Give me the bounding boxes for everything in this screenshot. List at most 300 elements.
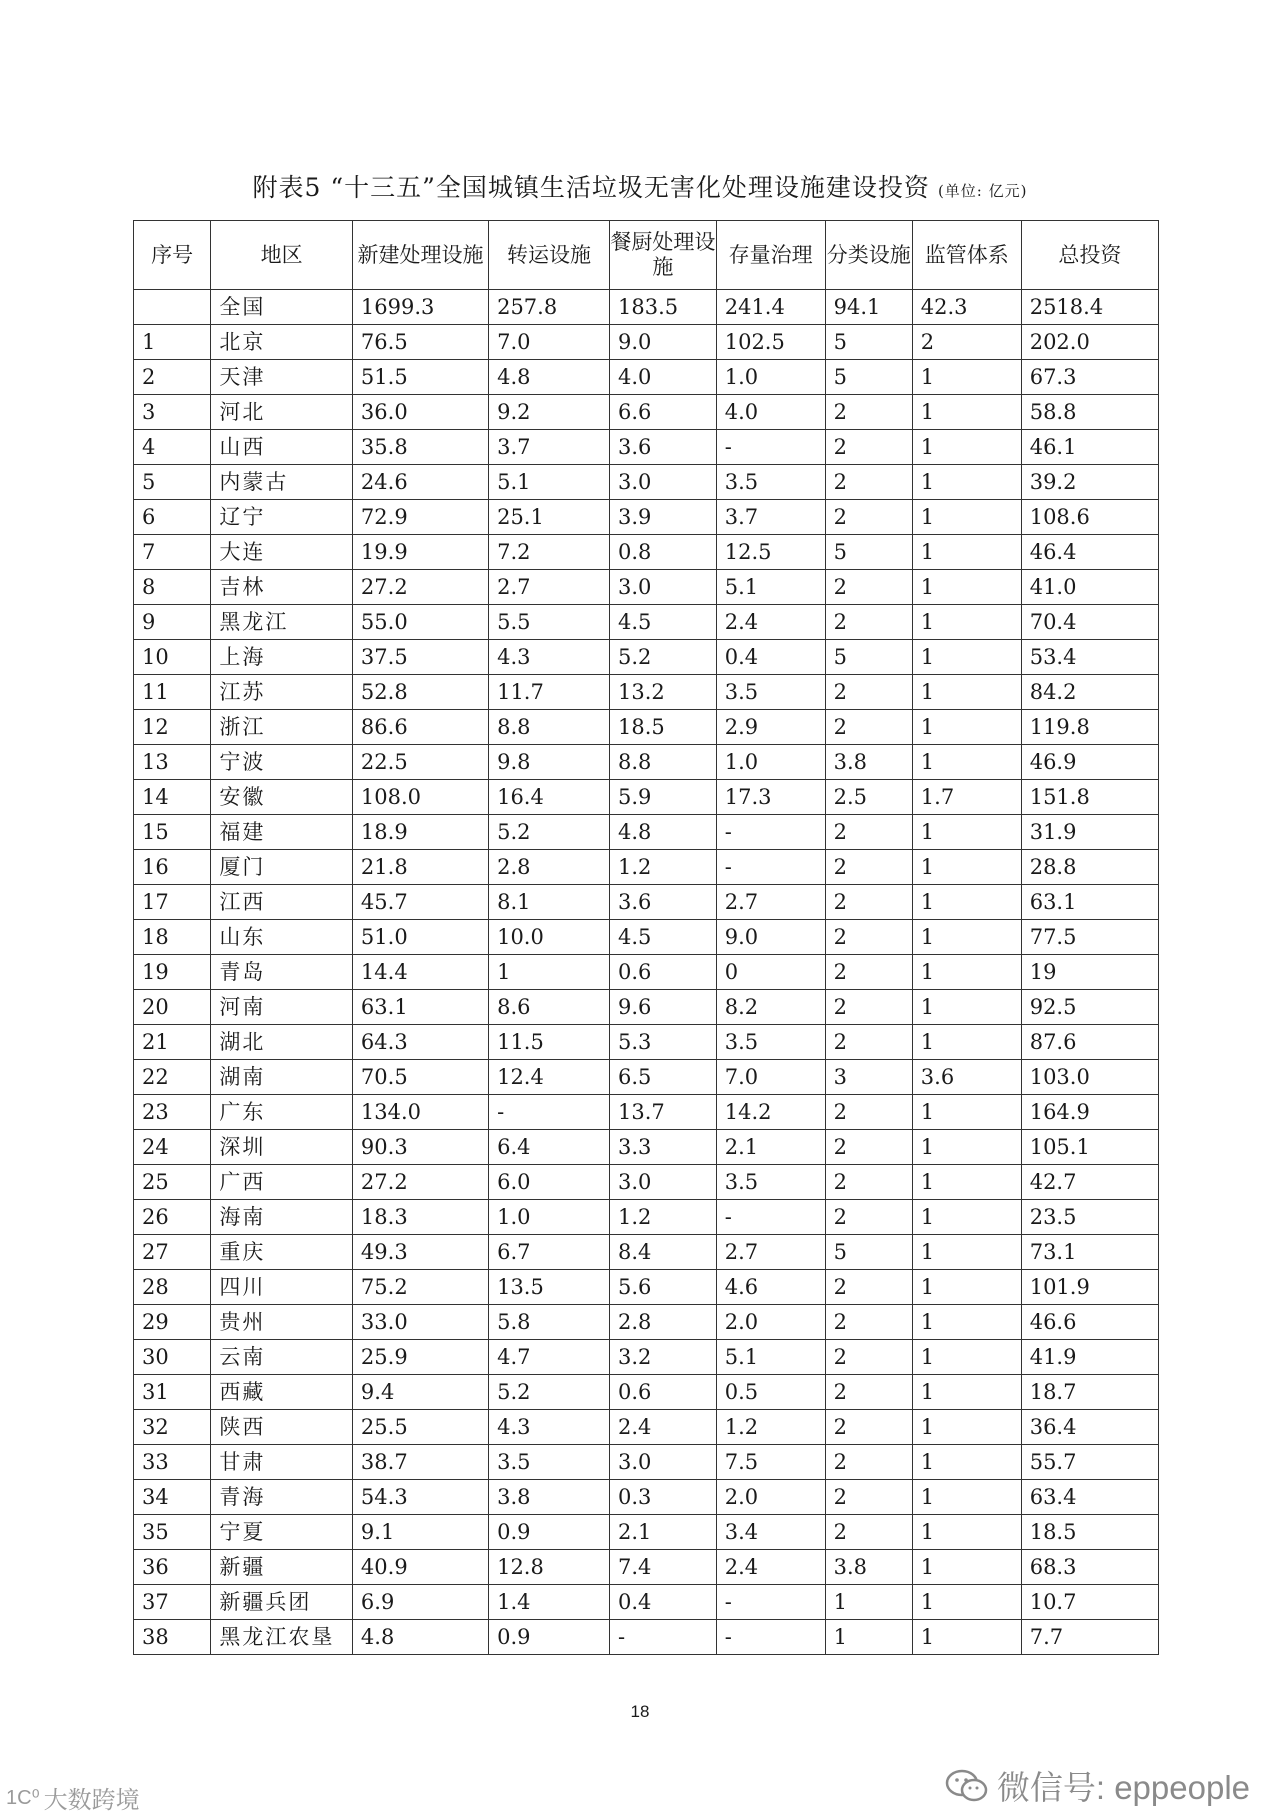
cell-sorting: 2 (825, 815, 912, 850)
cell-supervision: 1 (912, 920, 1021, 955)
cell-new-facilities: 27.2 (352, 1165, 488, 1200)
cell-sorting: 5 (825, 325, 912, 360)
cell-seq: 23 (134, 1095, 211, 1130)
table-row (134, 1620, 1159, 1655)
cell-legacy: 1.0 (716, 745, 825, 780)
cell-sorting: 1 (825, 1620, 912, 1655)
cell-seq: 10 (134, 640, 211, 675)
cell-seq: 13 (134, 745, 211, 780)
cell-transfer: 5.2 (489, 1375, 610, 1410)
cell-transfer: - (489, 1095, 610, 1130)
cell-legacy: 3.5 (716, 465, 825, 500)
cell-region: 江苏 (211, 675, 353, 710)
cell-region: 黑龙江农垦 (211, 1620, 353, 1655)
cell-transfer: 5.8 (489, 1305, 610, 1340)
cell-new-facilities: 52.8 (352, 675, 488, 710)
cell-region: 陕西 (211, 1410, 353, 1445)
cell-total: 2518.4 (1021, 290, 1158, 325)
cell-seq: 22 (134, 1060, 211, 1095)
cell-supervision: 1 (912, 710, 1021, 745)
cell-total: 46.1 (1021, 430, 1158, 465)
header-col-transfer: 转运设施 (489, 221, 610, 290)
cell-kitchen-waste: 7.4 (609, 1550, 716, 1585)
cell-new-facilities: 27.2 (352, 570, 488, 605)
table-row (134, 850, 1159, 885)
cell-total: 55.7 (1021, 1445, 1158, 1480)
cell-total: 105.1 (1021, 1130, 1158, 1165)
cell-seq: 2 (134, 360, 211, 395)
cell-total: 87.6 (1021, 1025, 1158, 1060)
cell-new-facilities: 40.9 (352, 1550, 488, 1585)
cell-transfer: 6.7 (489, 1235, 610, 1270)
cell-total: 46.4 (1021, 535, 1158, 570)
cell-seq: 26 (134, 1200, 211, 1235)
cell-transfer: 7.0 (489, 325, 610, 360)
cell-legacy: 3.4 (716, 1515, 825, 1550)
cell-total: 41.0 (1021, 570, 1158, 605)
cell-region: 安徽 (211, 780, 353, 815)
cell-region: 贵州 (211, 1305, 353, 1340)
cell-legacy: - (716, 815, 825, 850)
cell-total: 202.0 (1021, 325, 1158, 360)
cell-seq: 4 (134, 430, 211, 465)
cell-total: 46.9 (1021, 745, 1158, 780)
cell-transfer: 4.3 (489, 640, 610, 675)
wechat-id: 微信号: eppeople (996, 1769, 1250, 1806)
cell-supervision: 1 (912, 1235, 1021, 1270)
table-row (134, 1445, 1159, 1480)
cell-supervision: 3.6 (912, 1060, 1021, 1095)
table-row (134, 395, 1159, 430)
cell-total: 7.7 (1021, 1620, 1158, 1655)
cell-new-facilities: 37.5 (352, 640, 488, 675)
cell-seq: 7 (134, 535, 211, 570)
cell-region: 全国 (211, 290, 353, 325)
header-col-supervision: 监管体系 (912, 221, 1021, 290)
cell-new-facilities: 21.8 (352, 850, 488, 885)
table-row (134, 605, 1159, 640)
cell-kitchen-waste: 9.6 (609, 990, 716, 1025)
cell-total: 103.0 (1021, 1060, 1158, 1095)
cell-supervision: 1 (912, 605, 1021, 640)
cell-transfer: 8.1 (489, 885, 610, 920)
cell-transfer: 13.5 (489, 1270, 610, 1305)
cell-kitchen-waste: 3.0 (609, 1445, 716, 1480)
investment-table (133, 220, 1159, 1655)
cell-total: 119.8 (1021, 710, 1158, 745)
cell-new-facilities: 55.0 (352, 605, 488, 640)
cell-legacy: 3.7 (716, 500, 825, 535)
cell-sorting: 2 (825, 1445, 912, 1480)
table-row (134, 325, 1159, 360)
cell-total: 67.3 (1021, 360, 1158, 395)
table-row (134, 1515, 1159, 1550)
cell-seq: 19 (134, 955, 211, 990)
cell-seq: 1 (134, 325, 211, 360)
cell-new-facilities: 72.9 (352, 500, 488, 535)
table-row (134, 1165, 1159, 1200)
cell-legacy: 2.0 (716, 1480, 825, 1515)
table-row (134, 1200, 1159, 1235)
cell-legacy: - (716, 430, 825, 465)
cell-sorting: 2 (825, 1130, 912, 1165)
cell-new-facilities: 86.6 (352, 710, 488, 745)
cell-sorting: 2 (825, 1340, 912, 1375)
cell-transfer: 10.0 (489, 920, 610, 955)
cell-kitchen-waste: 5.3 (609, 1025, 716, 1060)
cell-legacy: 0.4 (716, 640, 825, 675)
cell-total: 28.8 (1021, 850, 1158, 885)
header-col-kitchen-waste: 餐厨处理设施 (609, 221, 716, 290)
header-col-seq: 序号 (134, 221, 211, 290)
cell-total: 63.1 (1021, 885, 1158, 920)
cell-seq: 20 (134, 990, 211, 1025)
unit-label: (单位: 亿元) (937, 182, 1028, 200)
cell-legacy: - (716, 1200, 825, 1235)
cell-transfer: 4.3 (489, 1410, 610, 1445)
cell-supervision: 1 (912, 1025, 1021, 1060)
cell-supervision: 1 (912, 1410, 1021, 1445)
cell-sorting: 2 (825, 1270, 912, 1305)
cell-region: 辽宁 (211, 500, 353, 535)
cell-region: 宁夏 (211, 1515, 353, 1550)
cell-supervision: 1 (912, 360, 1021, 395)
cell-new-facilities: 19.9 (352, 535, 488, 570)
cell-legacy: 2.7 (716, 885, 825, 920)
cell-kitchen-waste: 3.9 (609, 500, 716, 535)
cell-new-facilities: 25.9 (352, 1340, 488, 1375)
table-row (134, 1095, 1159, 1130)
cell-supervision: 1 (912, 535, 1021, 570)
cell-supervision: 1 (912, 465, 1021, 500)
table-row (134, 675, 1159, 710)
cell-sorting: 2 (825, 570, 912, 605)
cell-supervision: 42.3 (912, 290, 1021, 325)
cell-seq: 33 (134, 1445, 211, 1480)
cell-new-facilities: 38.7 (352, 1445, 488, 1480)
cell-transfer: 257.8 (489, 290, 610, 325)
cell-total: 18.7 (1021, 1375, 1158, 1410)
cell-legacy: 241.4 (716, 290, 825, 325)
cell-kitchen-waste: 183.5 (609, 290, 716, 325)
cell-kitchen-waste: 0.6 (609, 1375, 716, 1410)
cell-transfer: 1 (489, 955, 610, 990)
cell-supervision: 1 (912, 1305, 1021, 1340)
cell-region: 浙江 (211, 710, 353, 745)
cell-total: 39.2 (1021, 465, 1158, 500)
cell-kitchen-waste: 13.7 (609, 1095, 716, 1130)
cell-region: 湖北 (211, 1025, 353, 1060)
cell-sorting: 5 (825, 1235, 912, 1270)
cell-total: 18.5 (1021, 1515, 1158, 1550)
table-row (134, 1235, 1159, 1270)
cell-supervision: 1 (912, 1270, 1021, 1305)
cell-seq: 6 (134, 500, 211, 535)
table-row (134, 990, 1159, 1025)
cell-sorting: 5 (825, 640, 912, 675)
cell-legacy: 1.2 (716, 1410, 825, 1445)
page-title (0, 168, 1280, 204)
brand-mark: 1C⁰ (6, 1787, 40, 1809)
cell-sorting: 2 (825, 430, 912, 465)
cell-kitchen-waste: 6.5 (609, 1060, 716, 1095)
cell-total: 63.4 (1021, 1480, 1158, 1515)
cell-sorting: 5 (825, 535, 912, 570)
cell-legacy: 17.3 (716, 780, 825, 815)
table-row (134, 920, 1159, 955)
table-body (134, 290, 1159, 1655)
cell-supervision: 1 (912, 1585, 1021, 1620)
cell-seq: 25 (134, 1165, 211, 1200)
cell-kitchen-waste: 5.2 (609, 640, 716, 675)
cell-seq: 8 (134, 570, 211, 605)
cell-new-facilities: 25.5 (352, 1410, 488, 1445)
table-row (134, 885, 1159, 920)
cell-supervision: 1 (912, 815, 1021, 850)
cell-legacy: 9.0 (716, 920, 825, 955)
table-row (134, 290, 1159, 325)
cell-region: 青岛 (211, 955, 353, 990)
cell-new-facilities: 9.1 (352, 1515, 488, 1550)
cell-sorting: 94.1 (825, 290, 912, 325)
cell-sorting: 2 (825, 1480, 912, 1515)
cell-region: 海南 (211, 1200, 353, 1235)
cell-supervision: 1 (912, 850, 1021, 885)
cell-transfer: 3.5 (489, 1445, 610, 1480)
cell-sorting: 2 (825, 675, 912, 710)
cell-total: 77.5 (1021, 920, 1158, 955)
cell-supervision: 1 (912, 1480, 1021, 1515)
cell-sorting: 2 (825, 1165, 912, 1200)
cell-sorting: 2 (825, 465, 912, 500)
cell-sorting: 1 (825, 1585, 912, 1620)
cell-supervision: 1 (912, 1515, 1021, 1550)
cell-new-facilities: 36.0 (352, 395, 488, 430)
cell-legacy: 5.1 (716, 570, 825, 605)
cell-new-facilities: 90.3 (352, 1130, 488, 1165)
cell-legacy: 2.4 (716, 605, 825, 640)
cell-supervision: 1 (912, 640, 1021, 675)
cell-total: 41.9 (1021, 1340, 1158, 1375)
cell-sorting: 2 (825, 1095, 912, 1130)
cell-kitchen-waste: 4.8 (609, 815, 716, 850)
cell-supervision: 1 (912, 1620, 1021, 1655)
cell-kitchen-waste: 13.2 (609, 675, 716, 710)
cell-sorting: 2 (825, 990, 912, 1025)
table-row (134, 1305, 1159, 1340)
cell-kitchen-waste: 4.5 (609, 605, 716, 640)
cell-total: 31.9 (1021, 815, 1158, 850)
cell-transfer: 11.5 (489, 1025, 610, 1060)
cell-new-facilities: 108.0 (352, 780, 488, 815)
cell-total: 68.3 (1021, 1550, 1158, 1585)
cell-seq: 32 (134, 1410, 211, 1445)
cell-region: 厦门 (211, 850, 353, 885)
cell-transfer: 2.7 (489, 570, 610, 605)
brand-name: 大数跨境 (43, 1787, 140, 1814)
cell-legacy: 3.5 (716, 675, 825, 710)
cell-supervision: 1 (912, 1340, 1021, 1375)
cell-new-facilities: 49.3 (352, 1235, 488, 1270)
table-title: 附表5 “十三五”全国城镇生活垃圾无害化处理设施建设投资 (252, 173, 930, 202)
table-row (134, 955, 1159, 990)
cell-sorting: 2 (825, 1515, 912, 1550)
cell-region: 山西 (211, 430, 353, 465)
cell-legacy: 7.0 (716, 1060, 825, 1095)
cell-region: 河南 (211, 990, 353, 1025)
table-row (134, 1060, 1159, 1095)
cell-sorting: 2 (825, 955, 912, 990)
cell-seq: 9 (134, 605, 211, 640)
cell-supervision: 1 (912, 675, 1021, 710)
cell-new-facilities: 64.3 (352, 1025, 488, 1060)
cell-kitchen-waste: 8.8 (609, 745, 716, 780)
cell-legacy: 3.5 (716, 1025, 825, 1060)
cell-new-facilities: 22.5 (352, 745, 488, 780)
header-col-new-facilities: 新建处理设施 (352, 221, 488, 290)
cell-legacy: 0 (716, 955, 825, 990)
cell-new-facilities: 134.0 (352, 1095, 488, 1130)
cell-legacy: 4.0 (716, 395, 825, 430)
cell-total: 10.7 (1021, 1585, 1158, 1620)
cell-supervision: 1 (912, 1095, 1021, 1130)
cell-total: 151.8 (1021, 780, 1158, 815)
cell-legacy: 3.5 (716, 1165, 825, 1200)
cell-transfer: 11.7 (489, 675, 610, 710)
cell-kitchen-waste: 18.5 (609, 710, 716, 745)
cell-transfer: 8.6 (489, 990, 610, 1025)
table-row (134, 710, 1159, 745)
cell-kitchen-waste: 3.6 (609, 885, 716, 920)
cell-new-facilities: 14.4 (352, 955, 488, 990)
header-col-total: 总投资 (1021, 221, 1158, 290)
table-row (134, 1585, 1159, 1620)
cell-total: 73.1 (1021, 1235, 1158, 1270)
cell-region: 山东 (211, 920, 353, 955)
cell-transfer: 7.2 (489, 535, 610, 570)
table-row (134, 1025, 1159, 1060)
cell-kitchen-waste: 0.4 (609, 1585, 716, 1620)
cell-sorting: 2 (825, 710, 912, 745)
cell-sorting: 2 (825, 850, 912, 885)
cell-legacy: 8.2 (716, 990, 825, 1025)
cell-seq: 16 (134, 850, 211, 885)
cell-kitchen-waste: 3.6 (609, 430, 716, 465)
cell-region: 湖南 (211, 1060, 353, 1095)
table-row (134, 815, 1159, 850)
cell-sorting: 2.5 (825, 780, 912, 815)
cell-new-facilities: 51.0 (352, 920, 488, 955)
cell-legacy: 102.5 (716, 325, 825, 360)
cell-supervision: 1 (912, 430, 1021, 465)
cell-seq: 34 (134, 1480, 211, 1515)
cell-region: 天津 (211, 360, 353, 395)
cell-kitchen-waste: 0.8 (609, 535, 716, 570)
cell-seq: 5 (134, 465, 211, 500)
cell-total: 23.5 (1021, 1200, 1158, 1235)
cell-region: 上海 (211, 640, 353, 675)
cell-kitchen-waste: 0.6 (609, 955, 716, 990)
cell-region: 四川 (211, 1270, 353, 1305)
cell-new-facilities: 45.7 (352, 885, 488, 920)
header-col-legacy: 存量治理 (716, 221, 825, 290)
cell-region: 重庆 (211, 1235, 353, 1270)
wechat-icon (945, 1769, 989, 1803)
cell-supervision: 1 (912, 570, 1021, 605)
cell-supervision: 1 (912, 745, 1021, 780)
cell-region: 新疆兵团 (211, 1585, 353, 1620)
cell-seq: 35 (134, 1515, 211, 1550)
cell-total: 19 (1021, 955, 1158, 990)
cell-kitchen-waste: 4.0 (609, 360, 716, 395)
table-row (134, 360, 1159, 395)
cell-transfer: 5.1 (489, 465, 610, 500)
table-row (134, 1550, 1159, 1585)
cell-total: 46.6 (1021, 1305, 1158, 1340)
cell-legacy: 2.0 (716, 1305, 825, 1340)
cell-supervision: 1 (912, 395, 1021, 430)
cell-seq: 37 (134, 1585, 211, 1620)
cell-new-facilities: 33.0 (352, 1305, 488, 1340)
cell-sorting: 2 (825, 1025, 912, 1060)
cell-legacy: 7.5 (716, 1445, 825, 1480)
cell-sorting: 2 (825, 1305, 912, 1340)
table-row (134, 465, 1159, 500)
cell-supervision: 2 (912, 325, 1021, 360)
cell-total: 42.7 (1021, 1165, 1158, 1200)
cell-seq: 11 (134, 675, 211, 710)
cell-total: 84.2 (1021, 675, 1158, 710)
table-row (134, 1480, 1159, 1515)
cell-region: 黑龙江 (211, 605, 353, 640)
cell-kitchen-waste: 9.0 (609, 325, 716, 360)
cell-transfer: 2.8 (489, 850, 610, 885)
watermark-wechat (945, 1762, 1250, 1809)
cell-legacy: - (716, 850, 825, 885)
cell-legacy: 2.7 (716, 1235, 825, 1270)
cell-seq: 12 (134, 710, 211, 745)
table-row (134, 780, 1159, 815)
cell-new-facilities: 6.9 (352, 1585, 488, 1620)
table-row (134, 1375, 1159, 1410)
cell-region: 西藏 (211, 1375, 353, 1410)
cell-legacy: 4.6 (716, 1270, 825, 1305)
cell-region: 福建 (211, 815, 353, 850)
cell-region: 广东 (211, 1095, 353, 1130)
cell-total: 58.8 (1021, 395, 1158, 430)
cell-seq: 14 (134, 780, 211, 815)
cell-supervision: 1 (912, 1550, 1021, 1585)
cell-kitchen-waste: 5.6 (609, 1270, 716, 1305)
table-row (134, 1270, 1159, 1305)
cell-sorting: 2 (825, 500, 912, 535)
cell-supervision: 1 (912, 1445, 1021, 1480)
cell-total: 92.5 (1021, 990, 1158, 1025)
cell-region: 青海 (211, 1480, 353, 1515)
cell-sorting: 2 (825, 885, 912, 920)
cell-total: 108.6 (1021, 500, 1158, 535)
header-col-sorting: 分类设施 (825, 221, 912, 290)
cell-kitchen-waste: 3.0 (609, 1165, 716, 1200)
cell-sorting: 3.8 (825, 745, 912, 780)
cell-seq: 36 (134, 1550, 211, 1585)
cell-new-facilities: 9.4 (352, 1375, 488, 1410)
table-row (134, 500, 1159, 535)
table-row (134, 1410, 1159, 1445)
cell-transfer: 3.7 (489, 430, 610, 465)
cell-seq: 15 (134, 815, 211, 850)
cell-transfer: 8.8 (489, 710, 610, 745)
